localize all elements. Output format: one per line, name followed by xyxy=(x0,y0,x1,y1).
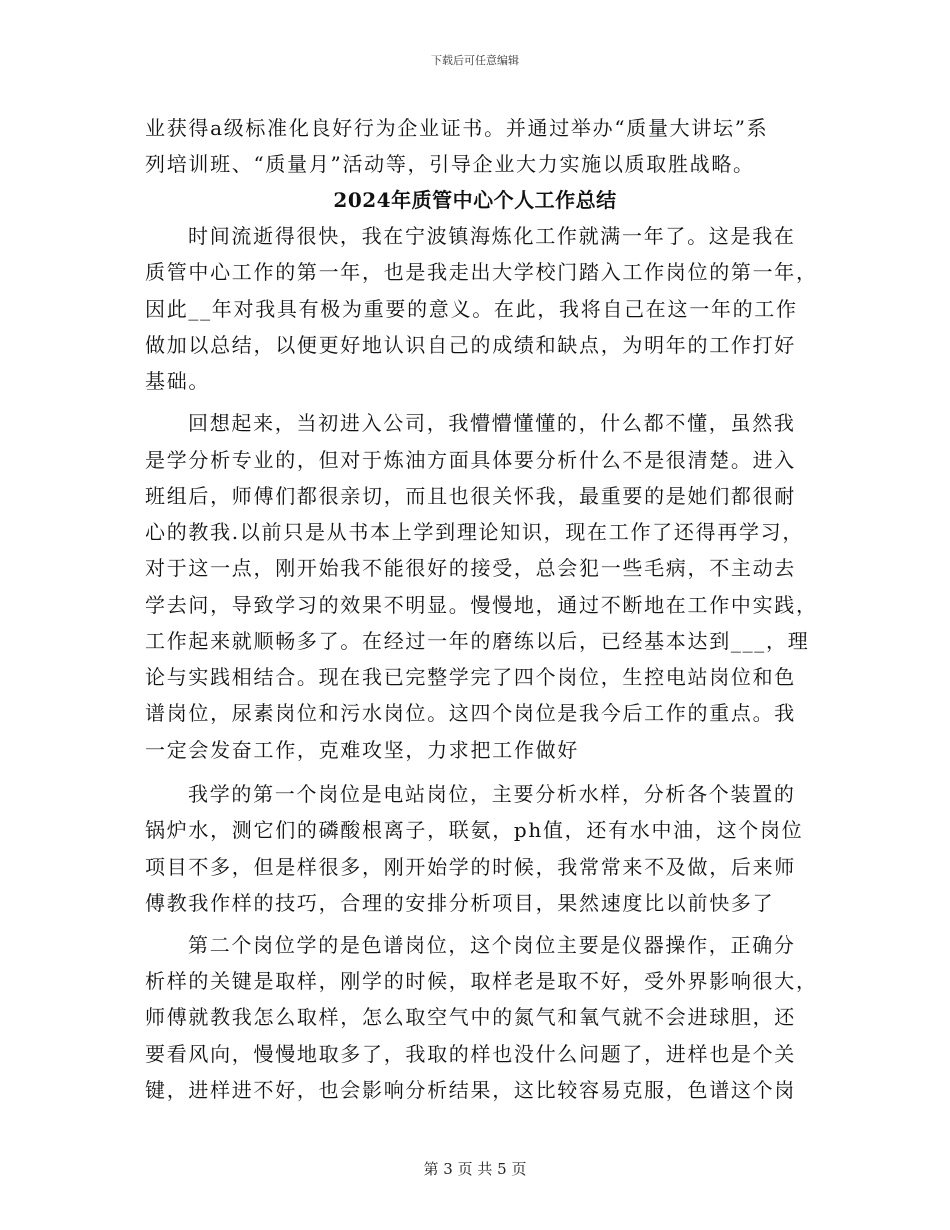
body-line: 基础。 xyxy=(145,369,211,393)
body-line: 心的教我.以前只是从书本上学到理论知识，现在工作了还得再学习， xyxy=(145,520,805,544)
body-line: 论与实践相结合。现在我已完整学完了四个岗位，生控电站岗位和色 xyxy=(145,665,796,689)
body-line: 业获得a级标准化良好行为企业证书。并通过举办“质量大讲坛”系 xyxy=(145,116,769,140)
body-line: 是学分析专业的，但对于炼油方面具体要分析什么不是很清楚。进入 xyxy=(145,448,796,472)
body-line: 要看风向，慢慢地取多了，我取的样也没什么问题了，进样也是个关 xyxy=(145,1042,796,1066)
body-line: 师傅就教我怎么取样，怎么取空气中的氮气和氧气就不会进球胆，还 xyxy=(145,1005,796,1029)
body-line: 谱岗位，尿素岗位和污水岗位。这四个岗位是我今后工作的重点。我 xyxy=(145,701,796,725)
page-footer: 第 3 页 共 5 页 xyxy=(423,1160,527,1178)
body-line: 析样的关键是取样，刚学的时候，取样老是取不好，受外界影响很大， xyxy=(145,969,818,993)
body-line: 项目不多，但是样很多，刚开始学的时候，我常常来不及做，后来师 xyxy=(145,855,796,879)
paragraph-first-line: 第二个岗位学的是色谱岗位，这个岗位主要是仪器操作，正确分 xyxy=(188,933,796,957)
body-line: 班组后，师傅们都很亲切，而且也很关怀我，最重要的是她们都很耐 xyxy=(145,484,796,508)
paragraph-first-line: 时间流逝得很快，我在宁波镇海炼化工作就满一年了。这是我在 xyxy=(188,224,796,248)
body-line: 一定会发奋工作，克难攻坚，力求把工作做好 xyxy=(145,738,579,762)
body-line: 因此__年对我具有极为重要的意义。在此，我将自己在这一年的工作 xyxy=(145,297,798,321)
body-line: 锅炉水，测它们的磷酸根离子，联氨，ph值，还有水中油，这个岗位 xyxy=(145,818,804,842)
body-line: 列培训班、“质量月”活动等，引导企业大力实施以质取胜战略。 xyxy=(145,152,755,176)
body-line: 对于这一点，刚开始我不能很好的接受，总会犯一些毛病，不主动去 xyxy=(145,556,796,580)
body-line: 键，进样进不好，也会影响分析结果，这比较容易克服，色谱这个岗 xyxy=(145,1078,796,1102)
body-line: 学去问，导致学习的效果不明显。慢慢地，通过不断地在工作中实践， xyxy=(145,593,818,617)
paragraph-first-line: 我学的第一个岗位是电站岗位，主要分析水样，分析各个装置的 xyxy=(188,782,796,806)
body-line: 做加以总结，以便更好地认识自己的成绩和缺点，为明年的工作打好 xyxy=(145,333,796,357)
body-line: 质管中心工作的第一年，也是我走出大学校门踏入工作岗位的第一年， xyxy=(145,260,818,284)
document-title: 2024年质管中心个人工作总结 xyxy=(333,188,617,212)
body-line: 工作起来就顺畅多了。在经过一年的磨练以后，已经基本达到___，理 xyxy=(145,629,810,653)
paragraph-first-line: 回想起来，当初进入公司，我懵懵懂懂的，什么都不懂，虽然我 xyxy=(188,411,796,435)
page-header: 下载后可任意编辑 xyxy=(431,54,519,67)
body-line: 傅教我作样的技巧，合理的安排分析项目，果然速度比以前快多了 xyxy=(145,891,775,915)
